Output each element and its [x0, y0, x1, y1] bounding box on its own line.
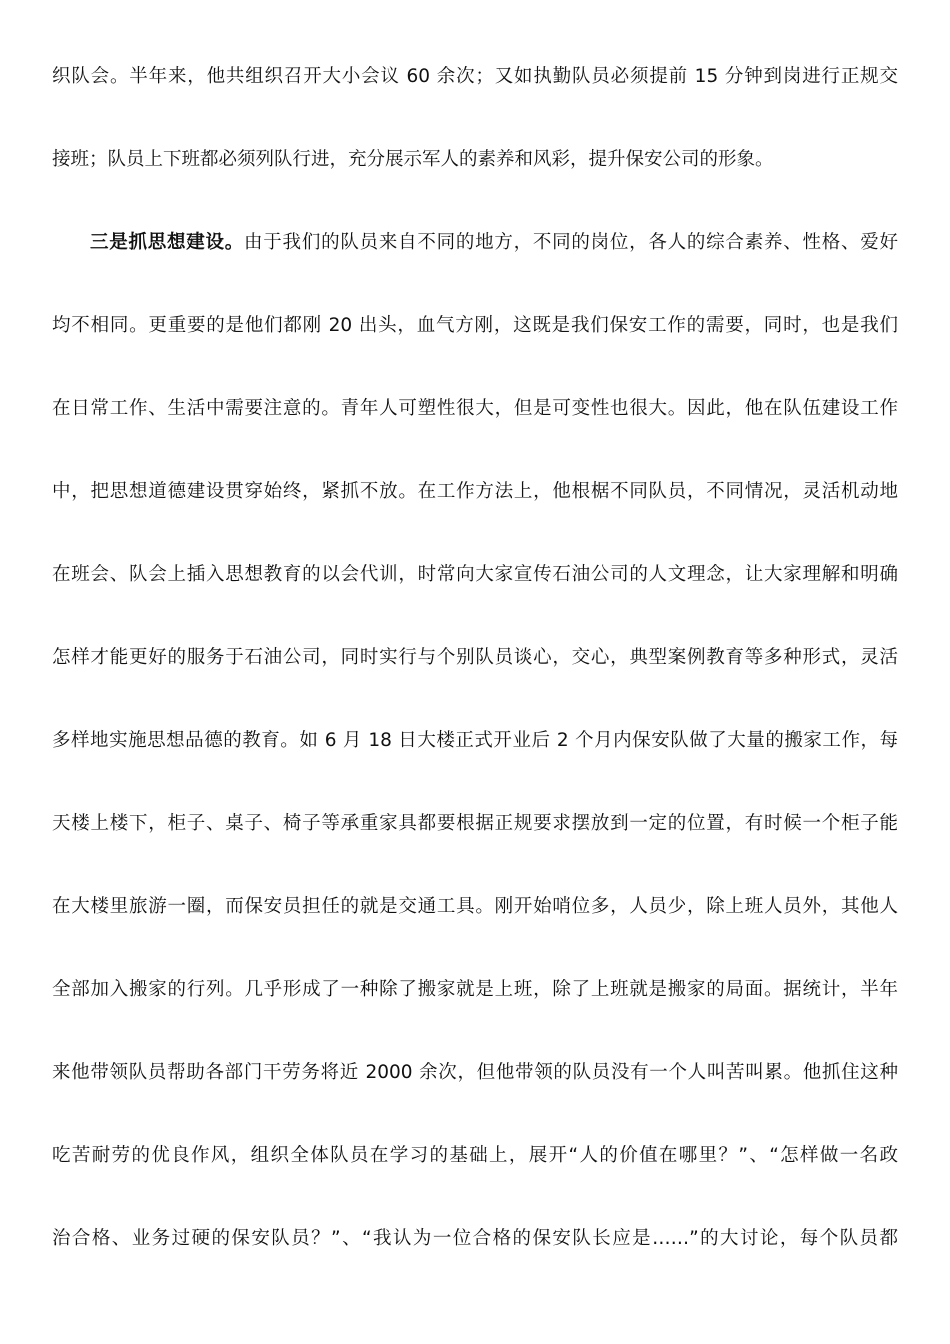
paragraph-line: 接班；队员上下班都必须列队行进，充分展示军人的素养和风彩，提升保安公司的形象。	[52, 149, 774, 170]
paragraph-line: 均不相同。更重要的是他们都刚 20 出头，血气方刚，这既是我们保安工作的需要，同时，也是我们	[52, 315, 898, 336]
paragraph-line: 治合格、业务过硬的保安队员？”、“我认为一位合格的保安队长应是……”的大讨论，每个队员都	[52, 1228, 898, 1249]
paragraph-line: 来他带领队员帮助各部门干劳务将近 2000 余次，但他带领的队员没有一个人叫苦叫累。他抓住这种	[52, 1062, 898, 1083]
paragraph-line: 中，把思想道德建设贯穿始终，紧抓不放。在工作方法上，他根椐不同队员，不同情况，灵活机动地	[52, 481, 898, 502]
paragraph-line: 在日常工作、生活中需要注意的。青年人可塑性很大，但是可变性也很大。因此，他在队伍建设工作	[52, 398, 898, 419]
paragraph-line: 在大楼里旅游一圈，而保安员担任的就是交通工具。刚开始哨位多，人员少，除上班人员外，其他人	[52, 896, 898, 917]
paragraph-line-with-heading	[52, 230, 898, 256]
paragraph-line: 多样地实施思想品德的教育。如 6 月 18 日大楼正式开业后 2 个月内保安队做了大量的搬家工作，每	[52, 730, 898, 751]
paragraph-line: 在班会、队会上插入思想教育的以会代训，时常向大家宣传石油公司的人文理念，让大家理解和明确	[52, 564, 898, 585]
paragraph-text: 由于我们的队员来自不同的地方，不同的岗位，各人的综合素养、性格、爱好	[244, 232, 898, 253]
paragraph-line: 织队会。半年来，他共组织召开大小会议 60 余次；又如执勤队员必须提前 15 分钟到岗进行正规交	[52, 66, 898, 87]
paragraph-line: 怎样才能更好的服务于石油公司，同时实行与个别队员谈心，交心，典型案例教育等多种形式，灵活	[52, 647, 898, 668]
paragraph-line: 天楼上楼下，柜子、桌子、椅子等承重家具都要根据正规要求摆放到一定的位置，有时候一个柜子能	[52, 813, 898, 834]
paragraph-line: 全部加入搬家的行列。几乎形成了一种除了搬家就是上班，除了上班就是搬家的局面。据统计，半年	[52, 979, 898, 1000]
paragraph-line: 吃苦耐劳的优良作风，组织全体队员在学习的基础上，展开“人的价值在哪里？”、“怎样做一名政	[52, 1145, 898, 1166]
section-heading: 三是抓思想建设。	[90, 232, 245, 253]
